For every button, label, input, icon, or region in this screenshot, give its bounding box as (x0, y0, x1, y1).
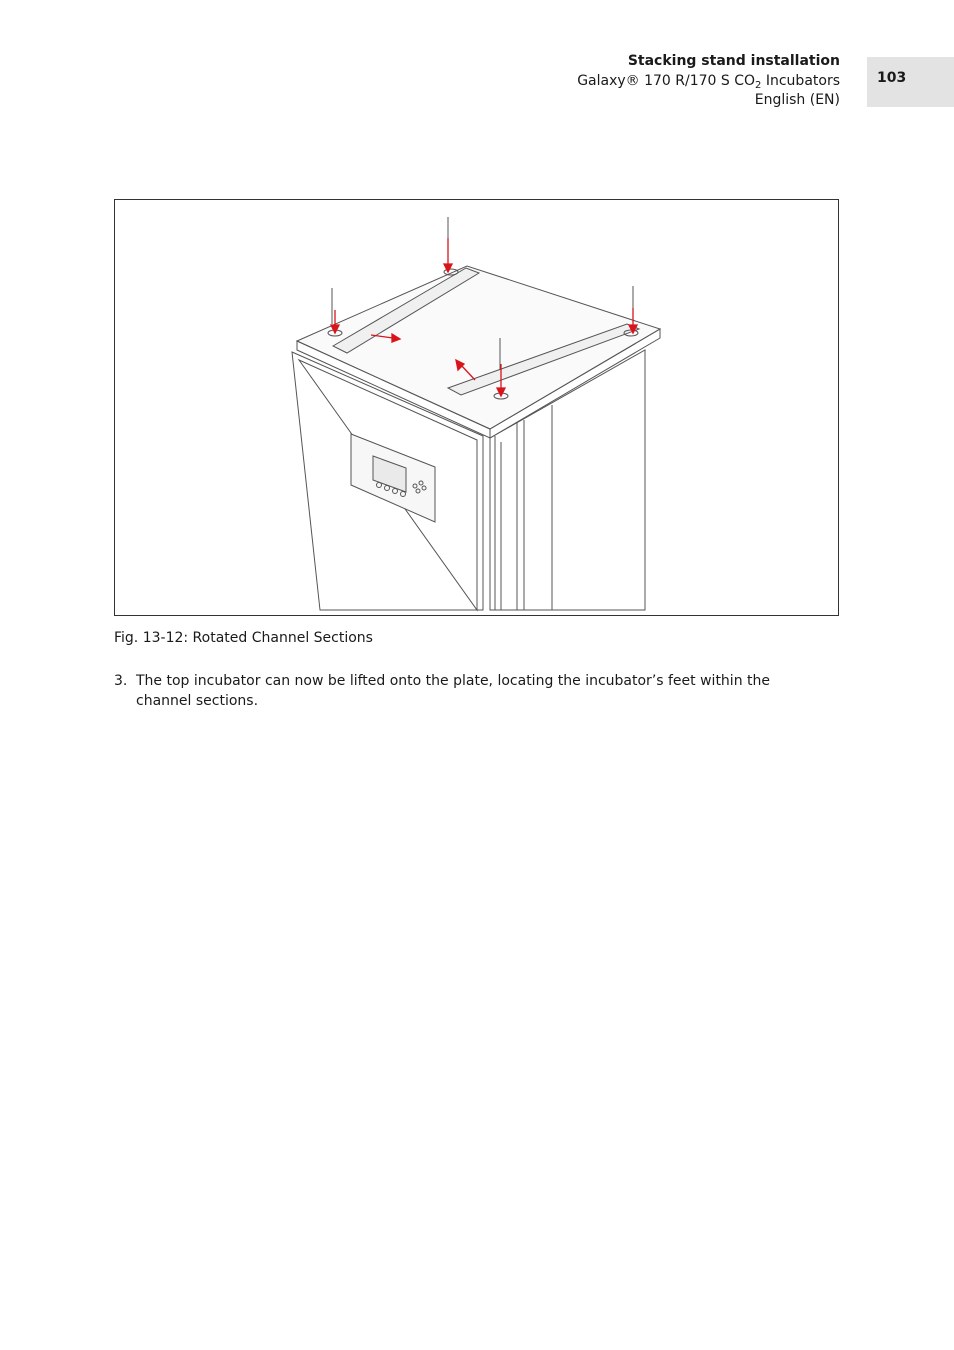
page-number-tab (867, 57, 954, 107)
step-item (114, 671, 814, 711)
product-line (577, 72, 840, 92)
product-suffix: Incubators (761, 72, 840, 89)
step-number: 3. (114, 673, 128, 689)
product-subscript: 2 (755, 79, 762, 91)
figure-caption: Fig. 13-12: Rotated Channel Sections (114, 630, 373, 646)
page-number: 103 (877, 70, 907, 86)
language-label: English (EN) (754, 92, 840, 108)
step-text: The top incubator can now be lifted onto the plate, locating the incubator’s feet within the channel sections. (136, 673, 770, 709)
incubator-illustration (115, 200, 839, 616)
product-prefix: Galaxy® 170 R/170 S CO (577, 72, 756, 89)
page-header (577, 52, 840, 111)
section-title: Stacking stand installation (627, 53, 840, 69)
figure-frame (114, 199, 839, 616)
